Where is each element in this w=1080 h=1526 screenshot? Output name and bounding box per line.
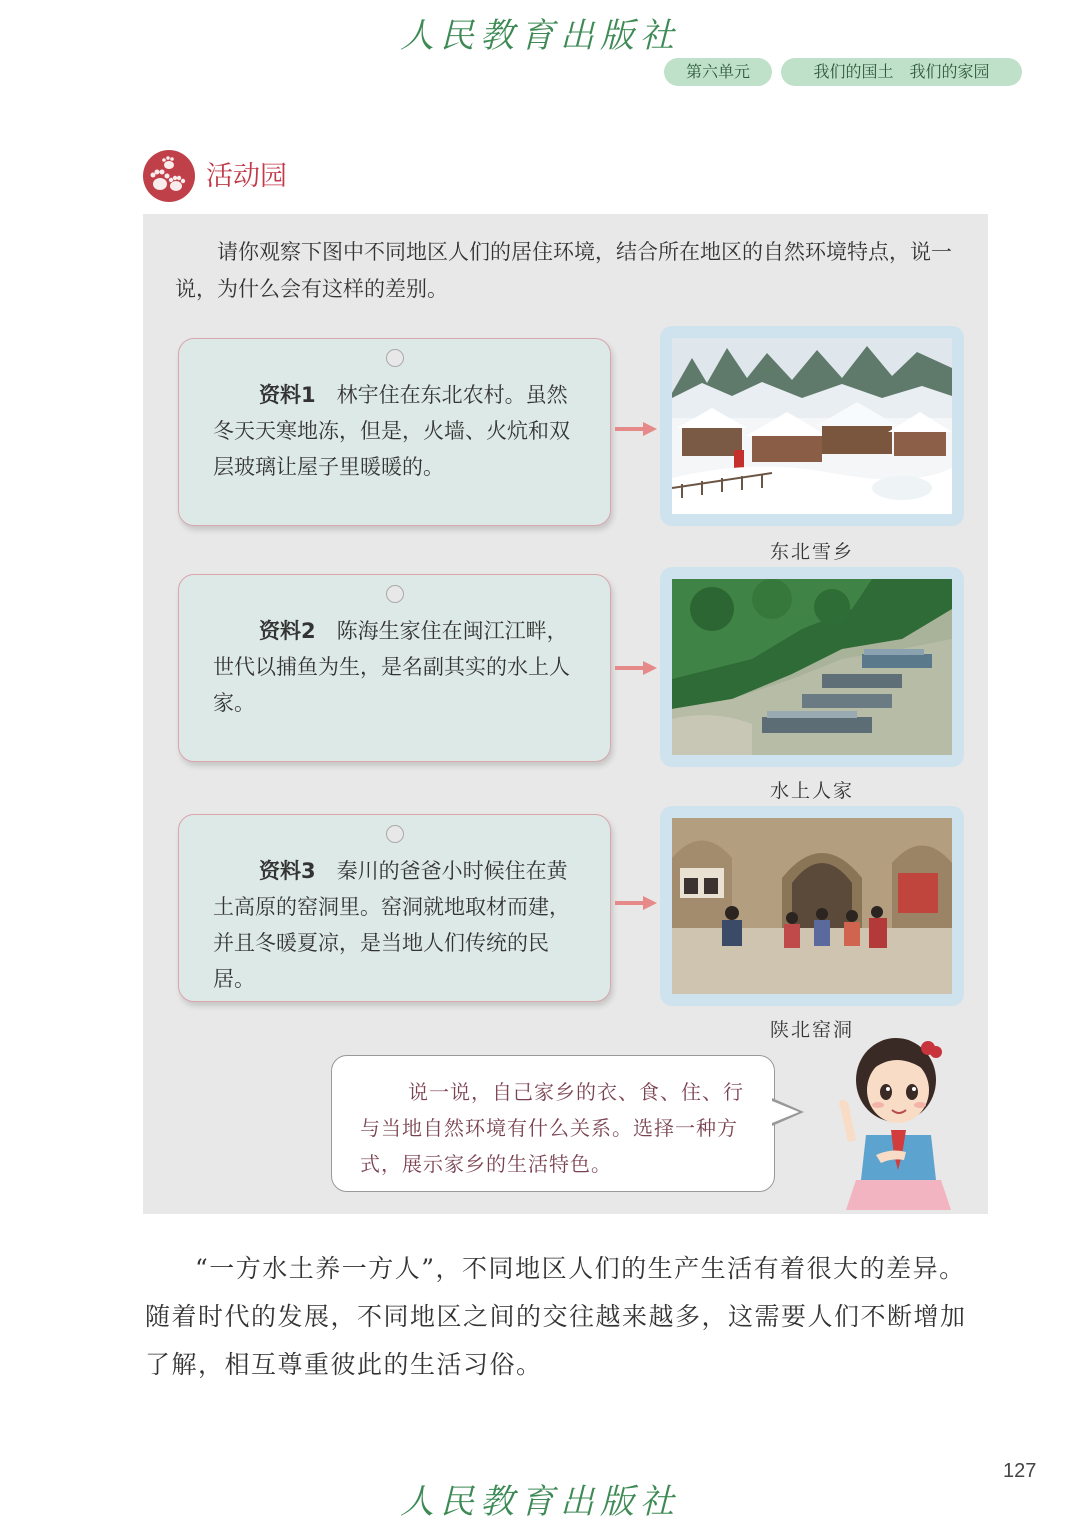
card-hole: [386, 349, 404, 367]
publisher-footer: 人民教育出版社: [400, 1482, 680, 1522]
publisher-header: 人民教育出版社: [400, 16, 680, 56]
girl-illustration: [836, 1030, 966, 1215]
cave-dwelling-photo: [672, 818, 952, 994]
material-text-3: [213, 853, 585, 997]
photo-frame-2: [660, 567, 964, 767]
activity-intro: 请你观察下图中不同地区人们的居住环境，结合所在地区的自然环境特点，说一说，为什么会有这样的差别。: [175, 240, 952, 301]
photo-caption-1: 东北雪乡: [769, 541, 854, 563]
conclusion-paragraph: “一方水土养一方人”，不同地区人们的生产生活有着很大的差异。随着时代的发展，不同地区之间的交往越来越多，这需要人们不断增加了解，相互尊重彼此的生活习俗。: [145, 1254, 967, 1379]
card-hole: [386, 585, 404, 603]
water-houses-photo: [672, 579, 952, 755]
unit-title-pill: 我们的国土 我们的家园: [781, 58, 1022, 86]
arrow-right-icon: [615, 896, 657, 910]
material-label-2: 资料2: [259, 619, 316, 643]
arrow-right-icon: [615, 661, 657, 675]
activity-title: 活动园: [206, 161, 287, 192]
bubble-tail-inner: [772, 1101, 799, 1123]
material-body-1: 林宇住在东北农村。虽然冬天天寒地冻，但是，火墙、火炕和双层玻璃让屋子里暖暖的。: [213, 383, 570, 479]
material-body-2: 陈海生家住在闽江江畔，世代以捕鱼为生，是名副其实的水上人家。: [213, 619, 570, 715]
speech-bubble-text: 说一说，自己家乡的衣、食、住、行与当地自然环境有什么关系。选择一种方式，展示家乡的生活特色。: [360, 1080, 744, 1176]
page-number: 127: [1003, 1460, 1037, 1482]
arrow-right-icon: [615, 422, 657, 436]
photo-frame-3: [660, 806, 964, 1006]
card-hole: [386, 825, 404, 843]
material-label-3: 资料3: [259, 859, 316, 883]
material-card-2: [178, 574, 611, 762]
material-card-1: [178, 338, 611, 526]
photo-frame-1: [660, 326, 964, 526]
unit-label-pill: 第六单元: [664, 58, 772, 86]
material-label-1: 资料1: [259, 383, 316, 407]
snow-village-photo: [672, 338, 952, 514]
photo-caption-3: 陕北窑洞: [769, 1019, 854, 1041]
material-card-3: [178, 814, 611, 1002]
material-text-2: [213, 613, 585, 721]
material-text-1: [213, 377, 585, 485]
handprint-icon: [143, 150, 195, 202]
speech-bubble: [331, 1055, 775, 1192]
photo-caption-2: 水上人家: [769, 780, 854, 802]
material-body-3: 秦川的爸爸小时候住在黄土高原的窑洞里。窑洞就地取材而建，并且冬暖夏凉，是当地人们传统的民居。: [213, 859, 570, 991]
